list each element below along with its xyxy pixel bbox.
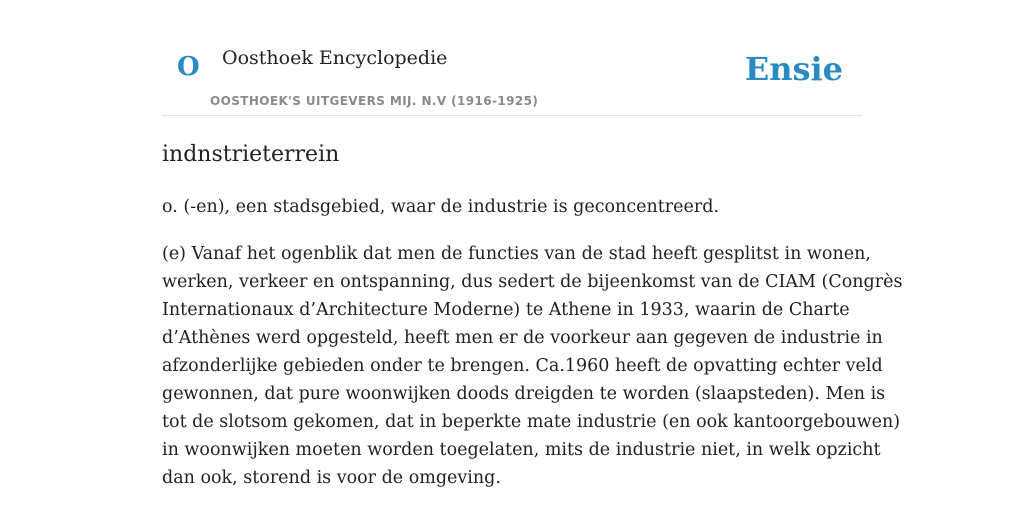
entry-title: indnstrieterrein — [162, 142, 340, 167]
site-title[interactable]: Oosthoek Encyclopedie — [222, 47, 448, 69]
body-line: (e) Vanaf het ogenblik dat men de functies van de stad heeft gesplitst in wonen, — [162, 244, 871, 264]
entry-definition: o. (-en), een stadsgebied, waar de industrie is geconcentreerd. — [162, 197, 720, 217]
body-line: Internationaux d’Architecture Moderne) te Athene in 1933, waarin de Charte — [162, 300, 850, 320]
body-line: in woonwijken moeten worden toegelaten, mits de industrie niet, in welk opzicht — [162, 440, 881, 460]
body-line: dan ook, storend is voor de omgeving. — [162, 468, 501, 488]
body-line: werken, verkeer en ontspanning, dus sedert de bijeenkomst van de CIAM (Congrès — [162, 272, 903, 292]
body-line: gewonnen, dat pure woonwijken doods dreigden te worden (slaapsteden). Men is — [162, 384, 886, 404]
site-logo[interactable]: O — [177, 52, 200, 82]
body-line: tot de slotsom gekomen, dat in beperkte mate industrie (en ook kantoorgebouwen) — [162, 412, 901, 432]
site-header — [162, 0, 862, 116]
entry-body — [162, 240, 903, 492]
brand-logo-link[interactable]: Ensie — [744, 50, 843, 88]
body-line: d’Athènes werd opgesteld, heeft men er de voorkeur aan gegeven de industrie in — [162, 328, 883, 348]
article-page — [162, 0, 903, 512]
body-line: afzonderlijke gebieden onder te brengen. Ca.1960 heeft de opvatting echter veld — [162, 356, 883, 376]
site-subtitle: OOSTHOEK'S UITGEVERS MIJ. N.V (1916-1925) — [210, 94, 539, 108]
